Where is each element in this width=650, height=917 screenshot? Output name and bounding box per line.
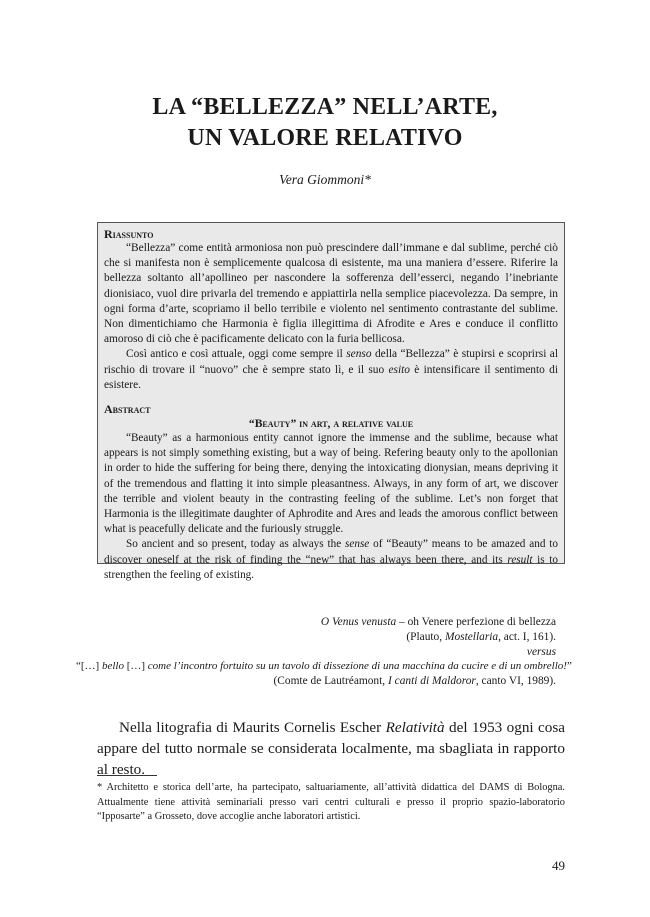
article-title bbox=[0, 92, 650, 154]
epigraph-quote-b: […] bbox=[123, 660, 148, 673]
epigraph-citation2-a: (Comte de Lautréamont, bbox=[273, 675, 388, 688]
epigraph-citation-b: , act. I, 161). bbox=[498, 630, 556, 643]
epigraph-line-5 bbox=[76, 674, 556, 689]
abstract-p2-italic-result: result bbox=[507, 553, 533, 566]
riassunto-p2-text-c: è intensificare il sentimento di esistere. bbox=[104, 363, 558, 391]
page-number: 49 bbox=[552, 858, 565, 873]
abstract-subtitle: “Beauty” in art, a relative value bbox=[248, 417, 414, 431]
epigraph-quote-italic-1: bello bbox=[101, 660, 124, 673]
epigraph-citation2-italic: I canti di Maldoror bbox=[388, 675, 476, 688]
epigraph-line-1 bbox=[76, 615, 556, 630]
abstract-paragraph-1: “Beauty” as a harmonious entity cannot ignore the immense and the sublime, because what appears is not simply something existing, but a way of being. Refering beauty only to the apollonian in order to hide the suffering for being there, denying the intoxicating dionysian, means depriving it of the tremendous and flatting it into simple pleasantness. Always, in any form of art, we discover the terrible and violent beauty in the contrasting feeling of the sublime. Let’s non forget that Harmonia is the illegitimate daughter of Aphrodite and Ares and leads the amorous conflict between what is peacefully delicate and the furiously struggle. bbox=[104, 432, 558, 536]
epigraph-venus-italic: O Venus venusta bbox=[320, 616, 397, 628]
epigraph-line-2 bbox=[76, 630, 556, 645]
riassunto-p2-italic-senso: senso bbox=[346, 348, 372, 361]
body-text-b: del 1953 ogni cosa appare del tutto normale se considerata localmente, ma sbagliata in rapporto al resto. bbox=[97, 719, 565, 778]
riassunto-p2-italic-esito: esito bbox=[388, 363, 410, 376]
epigraph-citation-italic: Mostellaria bbox=[444, 630, 499, 643]
epigraph-citation2-b: , canto VI, 1989). bbox=[475, 675, 556, 688]
epigraph-quote-a: “[…] bbox=[76, 660, 102, 673]
footnote-rule bbox=[97, 775, 157, 776]
body-paragraph bbox=[97, 717, 565, 780]
riassunto-p2-text-a: Così antico e così attuale, oggi come sempre il bbox=[126, 348, 347, 361]
epigraph-line-4 bbox=[76, 659, 572, 674]
epigraph-quote-c: ” bbox=[566, 660, 572, 673]
abstract-p2-text-b: of “Beauty” means to be amazed and to discover oneself at the risk of finding the “new” that has always been there, and its bbox=[104, 538, 558, 566]
title-line-2: UN VALORE RELATIVO bbox=[187, 125, 463, 151]
body-text-a: Nella litografia di Maurits Cornelis Escher bbox=[119, 719, 386, 736]
riassunto-heading: Riassunto bbox=[104, 227, 154, 241]
title-line-1: LA “BELLEZZA” NELL’ARTE, bbox=[152, 94, 498, 120]
epigraph-citation-a: (Plauto, bbox=[406, 630, 445, 643]
abstract-heading: Abstract bbox=[104, 402, 151, 417]
abstract-p2-italic-sense: sense bbox=[345, 538, 370, 551]
riassunto-p2-text-b: della “Bellezza” è stupirsi e scoprirsi al rischio di trovare il “nuovo” che è sempre stato lì, e il suo bbox=[104, 348, 558, 376]
abstract-p2-text-c: is to strengthen the feeling of existing. bbox=[104, 553, 558, 581]
riassunto-paragraph-2 bbox=[104, 347, 558, 393]
author-name: Vera Giommoni* bbox=[279, 172, 371, 187]
riassunto-paragraph-1: “Bellezza” come entità armoniosa non può prescindere dall’immane e dal sublime, perché ciò che si manifesta non è semplicemente qualcosa di esistente, ma una maniera d’essere. Riferire la bellezza soltanto all’apollineo per nascondere la sofferenza dell’esserci, negando l’inebriante dionisiaco, vuol dire privarla del tremendo e appiattirla nella semplice piacevolezza. Da sempre, in ogni forma d’arte, scopriamo il bello terribile e violento nel sentimento contrastante del sublime. Non dimentichiamo che Harmonia è figlia illegittima di Afrodite e Ares e conduce il conflitto amoroso di ciò che è pacificamente delicato con la furia bellicosa. bbox=[104, 242, 558, 346]
epigraph-versus: versus bbox=[526, 645, 556, 658]
epigraph-quote-italic-2: come l’incontro fortuito su un tavolo di dissezione di una macchina da cucire e di un ombrello! bbox=[147, 660, 567, 673]
abstract-p2-text-a: So ancient and so present, today as always the bbox=[126, 538, 346, 551]
abstract-box bbox=[97, 222, 565, 581]
abstract-paragraph-2 bbox=[104, 537, 558, 583]
epigraph-venus-text: – oh Venere perfezione di bellezza bbox=[396, 616, 556, 628]
epigraph bbox=[76, 615, 572, 689]
footnote: * Architetto e storica dell’arte, ha partecipato, saltuariamente, all’attività didattica del DAMS di Bologna. Attualmente tiene attività seminariali presso vari centri culturali e presso il proprio spazio-laboratorio “Ipposarte” a Grosseto, dove accoglie anche laboratori artistici. bbox=[97, 782, 565, 822]
body-italic-title: Relatività bbox=[385, 719, 445, 736]
